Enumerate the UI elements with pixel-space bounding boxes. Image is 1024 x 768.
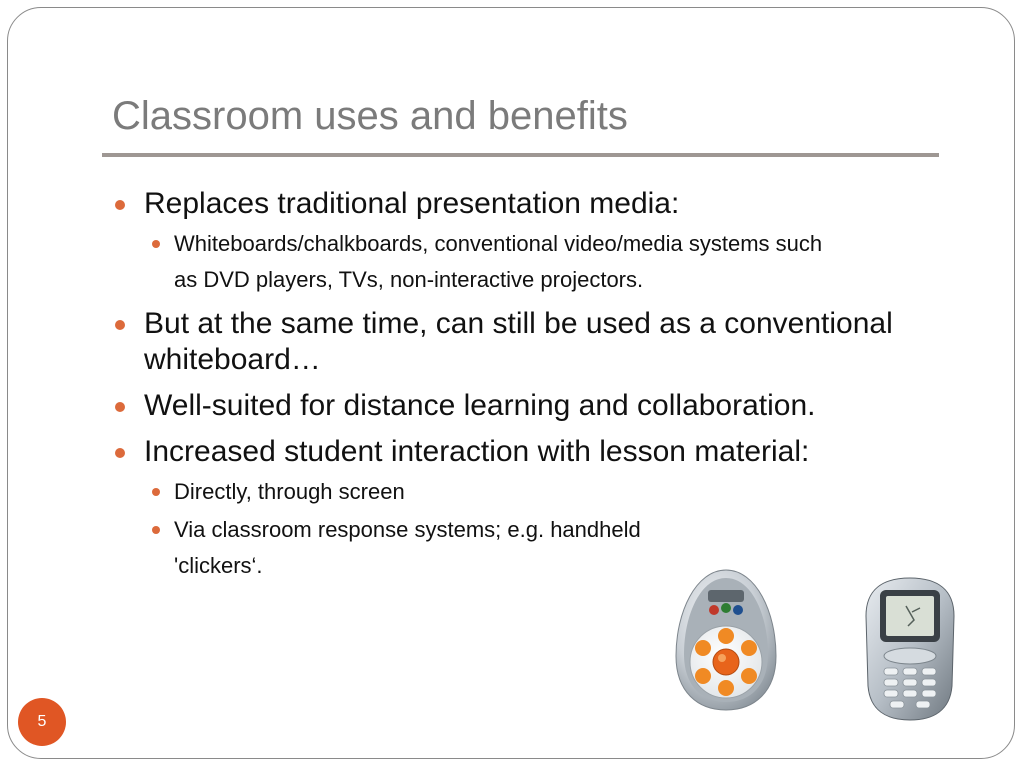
sub-bullet-text: Directly, through screen <box>174 479 405 504</box>
bullet-dot-icon <box>115 448 125 458</box>
bullet-item <box>112 434 932 470</box>
bullet-text: Increased student interaction with lesson material: <box>144 435 810 468</box>
bullet-dot-icon <box>115 402 125 412</box>
bullet-text: Well-suited for distance learning and collaboration. <box>144 389 816 422</box>
slide-title: Classroom uses and benefits <box>112 94 628 138</box>
bullet-dot-icon <box>115 320 125 330</box>
sub-bullet-text: Whiteboards/chalkboards, conventional video/media systems such as DVD players, TVs, non-interactive projectors. <box>174 231 823 292</box>
bullet-dot-icon <box>115 200 125 210</box>
bullet-list <box>112 186 932 592</box>
bullet-text: But at the same time, can still be used as a conventional whiteboard… <box>144 307 893 376</box>
bullet-item <box>112 186 932 222</box>
bullet-item <box>112 388 932 424</box>
page-number-badge: 5 <box>18 698 66 746</box>
sub-bullet-dot-icon <box>152 240 160 248</box>
sub-bullet-item <box>144 226 834 298</box>
sub-bullet-text: Via classroom response systems; e.g. handheld 'clickers‘. <box>174 517 641 578</box>
sub-bullet-dot-icon <box>152 488 160 496</box>
bullet-text: Replaces traditional presentation media: <box>144 187 680 220</box>
sub-bullet-item <box>144 512 654 584</box>
title-divider <box>102 153 939 157</box>
clicker-remote-icon <box>668 564 784 716</box>
handheld-phone-icon <box>862 576 958 722</box>
sub-bullet-item <box>144 474 654 510</box>
sub-bullet-dot-icon <box>152 526 160 534</box>
bullet-item <box>112 306 932 378</box>
